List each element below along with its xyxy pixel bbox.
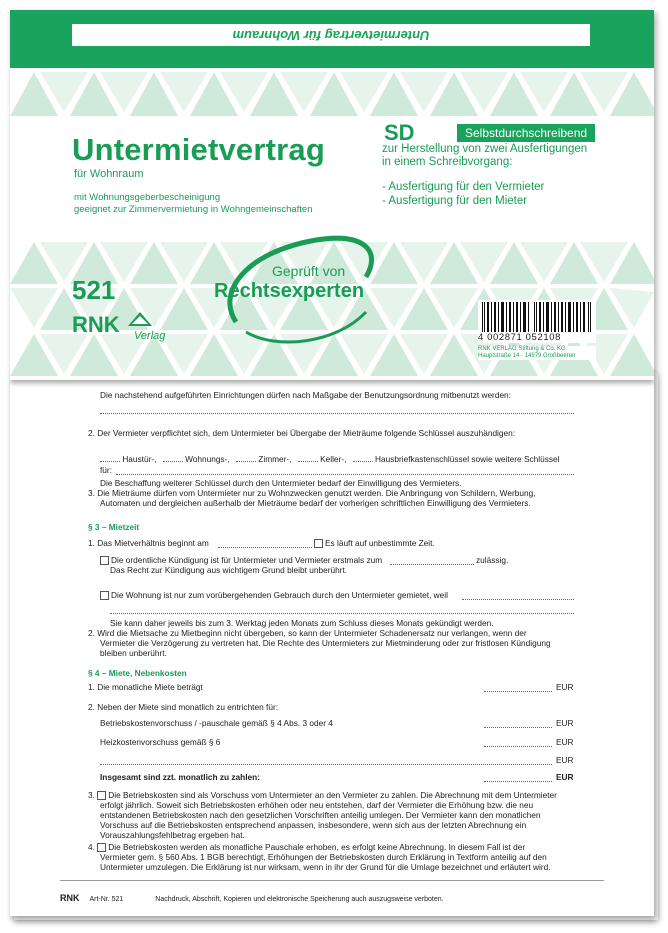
body-text: 2. Der Vermieter verpflichtet sich, dem Untermieter bei Übergabe der Mieträume folgende Schlüssel auszuhändigen: xyxy=(88,428,516,438)
cover-page xyxy=(10,10,654,380)
fill-line[interactable] xyxy=(390,563,474,565)
fill-line[interactable] xyxy=(163,460,183,462)
body-text: Automaten und dergleichen außerhalb der Mieträume bedarf der vorherigen schriftlichen Einwilligung des Vermieters. xyxy=(100,498,531,508)
amount-field[interactable] xyxy=(484,726,552,728)
checkbox[interactable] xyxy=(97,791,106,800)
keys-for-label: für: xyxy=(100,465,112,475)
copy-list-item: - Ausfertigung für den Vermieter xyxy=(382,181,545,193)
form-sheet xyxy=(10,10,654,916)
prepayment-option: 3. Die Betriebskosten sind als Vorschuss vom Untermieter an den Vermieter zu zahlen. Die Abrechnung mit dem Untermieter xyxy=(88,790,557,800)
amount-field[interactable] xyxy=(484,745,552,747)
body-text: zulässig. xyxy=(476,555,509,565)
termination-option: Die ordentliche Kündigung ist für Untermieter und Vermieter erstmals zum xyxy=(100,555,382,565)
flatrate-option: 4. Die Betriebskosten werden als monatliche Pauschale erhoben, es erfolgt keine Abrechnung. In diesem Fall ist der xyxy=(88,842,526,852)
barcode-number: 4 002871 052108 xyxy=(478,332,596,343)
keys-row: Haustür-, Wohnungs-, Zimmer-, Keller-, Hausbriefkastenschlüssel sowie weitere Schlüssel xyxy=(100,454,559,464)
copy-list-item: - Ausfertigung für den Mieter xyxy=(382,195,528,207)
footer-article-number: Art-Nr. 521 xyxy=(89,896,124,903)
body-text: Vermieter die Verzögerung zu vertreten hat. Die Rechte des Untermieters zur Mietminderung oder zur fristlosen Kündigung xyxy=(100,638,551,648)
seal-main-text: Rechtsexperten xyxy=(214,280,365,302)
body-text: 1. Die monatliche Miete beträgt xyxy=(88,682,203,692)
body-text: Untermieter umzulegen. Die Erklärung ist nur wirksam, wenn in ihr der Grund für die Umlage bezeichnet und erläutert wird. xyxy=(100,862,551,872)
checkbox[interactable] xyxy=(100,556,109,565)
brand-logo-sub: Verlag xyxy=(134,330,166,342)
sd-badge: Selbstdurchschreibend xyxy=(457,124,595,142)
footer-copyright: Nachdruck, Abschrift, Kopieren und elektronische Speicherung auch auszugsweise verboten. xyxy=(155,896,444,903)
fill-line[interactable] xyxy=(100,460,120,462)
currency-label: EUR xyxy=(556,682,574,692)
total-label: Insgesamt sind zzt. monatlich zu zahlen: xyxy=(100,772,260,782)
currency-label: EUR xyxy=(556,737,574,747)
total-amount-field[interactable] xyxy=(484,780,552,782)
body-text: Betriebskostenvorschuss / -pauschale gemäß § 4 Abs. 3 oder 4 xyxy=(100,718,333,728)
sd-description: zur Herstellung von zwei Ausfertigungen in einem Schreibvorgang: xyxy=(382,143,588,168)
seal-top-text: Geprüft von xyxy=(272,263,346,279)
body-text: Vorschuss auf die Betriebskosten entsprechend anpassen, insbesondere, wenn sich aus der letzten Abrechnung ein xyxy=(100,820,527,830)
body-text: 2. Wird die Mietsache zu Mietbeginn nicht übergeben, so kann der Untermieter Schadenersatz nur verlangen, wenn der xyxy=(88,628,527,638)
checkbox[interactable] xyxy=(100,591,109,600)
brand-logo-icon xyxy=(126,310,154,328)
currency-label: EUR xyxy=(556,772,574,782)
amount-field[interactable] xyxy=(484,690,552,692)
checkbox[interactable] xyxy=(97,843,106,852)
triangle-pattern-top xyxy=(10,68,654,116)
fill-line[interactable] xyxy=(100,763,552,765)
body-text: 2. Neben der Miete sind monatlich zu entrichten für: xyxy=(88,702,279,712)
body-text: bleiben unberührt. xyxy=(100,648,167,658)
copy-list xyxy=(382,180,544,208)
fill-line[interactable] xyxy=(218,546,312,548)
brand-logo: RNK xyxy=(72,312,120,337)
form-number: 521 xyxy=(72,275,116,305)
body-text: erfolgt jährlich. Soweit sich Betriebskosten erhöhen oder neu entstehen, darf der Vermieter die Erhöhung bzw. die neu xyxy=(100,800,534,810)
section-heading-3: § 3 – Mietzeit xyxy=(88,522,140,532)
publisher-address: RNK VERLAG Stiftung & Co. KG Hauptstraße 14 · 14979 Großbeeren xyxy=(478,346,596,360)
body-text: Vorauszahlungsfehlbetrag ergeben hat. xyxy=(100,830,245,840)
body-text: Sie kann daher jeweils bis zum 3. Werktag jeden Monats zum Schluss dieses Monats gekündigt werden. xyxy=(110,618,494,628)
temporary-use-option: Die Wohnung ist nur zum vorübergehenden Gebrauch durch den Untermieter gemietet, weil xyxy=(100,590,448,600)
body-text: Vermieter gem. § 560 Abs. 1 BGB berechtigt, Erhöhungen der Betriebskosten durch Erklärung in Textform anteilig auf den xyxy=(100,852,547,862)
document-title: Untermietvertrag xyxy=(72,132,326,167)
fill-line[interactable] xyxy=(298,460,318,462)
currency-label: EUR xyxy=(556,755,574,765)
body-text: Das Recht zur Kündigung aus wichtigem Grund bleibt unberührt. xyxy=(110,565,348,575)
sd-label: SD xyxy=(384,120,415,145)
document-description: mit Wohnungsgeberbescheinigung geeignet zur Zimmervermietung in Wohngemeinschaften xyxy=(74,192,313,215)
footer-divider xyxy=(60,880,604,881)
section-heading-4: § 4 – Miete, Nebenkosten xyxy=(88,668,187,678)
fill-line[interactable] xyxy=(116,473,574,475)
footer xyxy=(60,893,444,903)
unlimited-term-option: Es läuft auf unbestimmte Zeit. xyxy=(314,538,435,548)
document-subtitle: für Wohnraum xyxy=(74,168,144,180)
checkbox[interactable] xyxy=(314,539,323,548)
top-banner-text: Untermietvertrag für Wohnraum xyxy=(72,24,590,46)
body-text: entstandenen Betriebskosten nach den gesetzlichen Vorschriften anteilig umlegen. Der Vermieter kann den monatlichen xyxy=(100,810,541,820)
body-text: 3. Die Mieträume dürfen vom Untermieter nur zu Wohnzwecken genutzt werden. Die Anbringung von Schildern, Werbung, xyxy=(88,488,536,498)
body-text: 1. Das Mietverhältnis beginnt am xyxy=(88,538,209,548)
fill-line[interactable] xyxy=(236,460,256,462)
barcode-icon xyxy=(478,300,596,334)
body-text: Die nachstehend aufgeführten Einrichtungen dürfen nach Maßgabe der Benutzungsordnung mitbenutzt werden: xyxy=(100,390,511,400)
fill-line[interactable] xyxy=(462,598,574,600)
body-text: Die Beschaffung weiterer Schlüssel durch den Untermieter bedarf der Einwilligung des Vermieters. xyxy=(100,478,462,488)
footer-brand: RNK xyxy=(60,893,80,903)
fill-line[interactable] xyxy=(100,412,574,414)
currency-label: EUR xyxy=(556,718,574,728)
body-text: Heizkostenvorschuss gemäß § 6 xyxy=(100,737,221,747)
fill-line[interactable] xyxy=(110,612,574,614)
fill-line[interactable] xyxy=(353,460,373,462)
